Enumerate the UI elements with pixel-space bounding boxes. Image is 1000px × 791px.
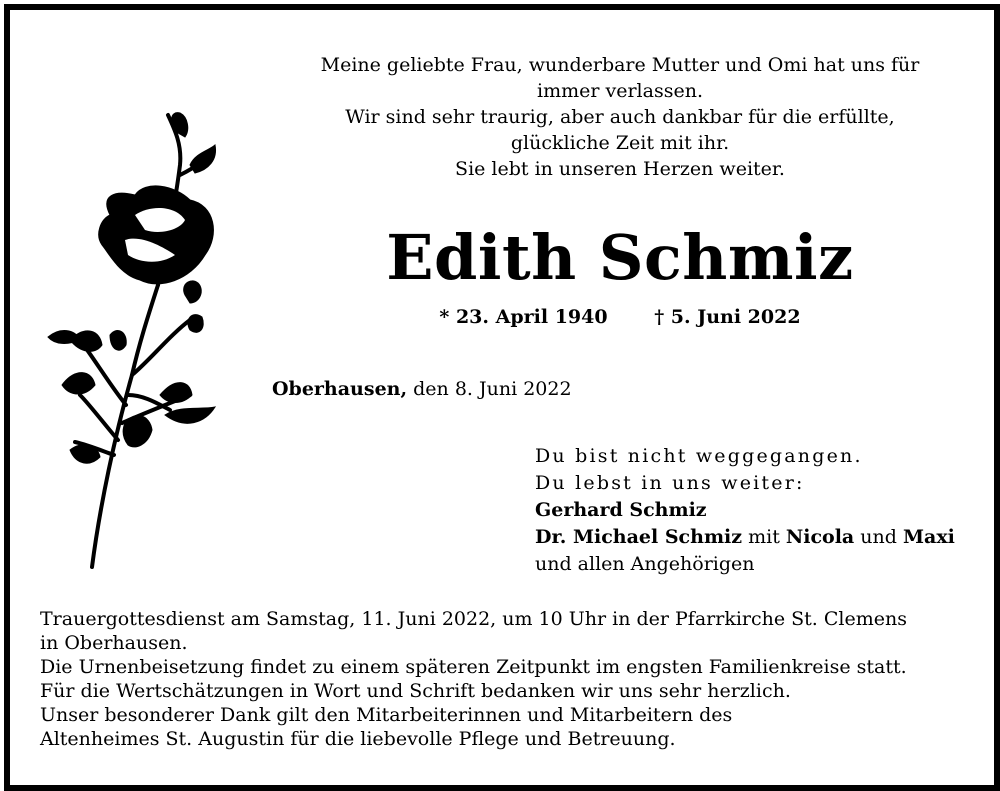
death-date: † 5. Juni 2022	[654, 306, 801, 328]
conjunction: mit	[748, 526, 780, 548]
mourner-name: Maxi	[902, 526, 955, 548]
place: Oberhausen,	[272, 378, 408, 400]
mourner-name: Dr. Michael Schmiz	[535, 526, 743, 548]
intro-line: immer verlassen.	[537, 80, 703, 102]
footer-line: Die Urnenbeisetzung findet zu einem späteren Zeitpunkt im engsten Familienkreise statt.	[40, 656, 907, 678]
footer-line: in Oberhausen.	[40, 632, 188, 654]
mourner-name: Nicola	[785, 526, 855, 548]
footer-line: Unser besonderer Dank gilt den Mitarbeiterinnen und Mitarbeitern des	[40, 704, 733, 726]
place-date	[272, 376, 572, 402]
intro-line: Sie lebt in unseren Herzen weiter.	[455, 158, 785, 180]
signature-closing: und allen Angehörigen	[535, 553, 755, 575]
intro-line: Wir sind sehr traurig, aber auch dankbar für die erfüllte,	[345, 106, 895, 128]
conjunction: und	[860, 526, 897, 548]
intro-line: Meine geliebte Frau, wunderbare Mutter und Omi hat uns für	[320, 54, 920, 76]
obituary-frame	[4, 4, 1000, 791]
signature-block	[535, 443, 955, 578]
footer-line: Trauergottesdienst am Samstag, 11. Juni 2022, um 10 Uhr in der Pfarrkirche St. Clemens	[40, 608, 907, 630]
mourner-name: Gerhard Schmiz	[535, 499, 707, 521]
date: den 8. Juni 2022	[413, 378, 572, 400]
life-dates	[290, 304, 950, 330]
birth-date: * 23. April 1940	[439, 306, 608, 328]
signature-line: Du bist nicht weggegangen.	[535, 445, 863, 467]
service-info	[40, 607, 975, 751]
deceased-name: Edith Schmiz	[386, 221, 854, 294]
footer-line: Altenheimes St. Augustin für die liebevolle Pflege und Betreuung.	[40, 728, 676, 750]
footer-line: Für die Wertschätzungen in Wort und Schrift bedanken wir uns sehr herzlich.	[40, 680, 791, 702]
intro-line: glückliche Zeit mit ihr.	[510, 132, 730, 154]
intro-text	[290, 52, 950, 182]
signature-line: Du lebst in uns weiter:	[535, 472, 805, 494]
rose-icon	[40, 105, 230, 570]
